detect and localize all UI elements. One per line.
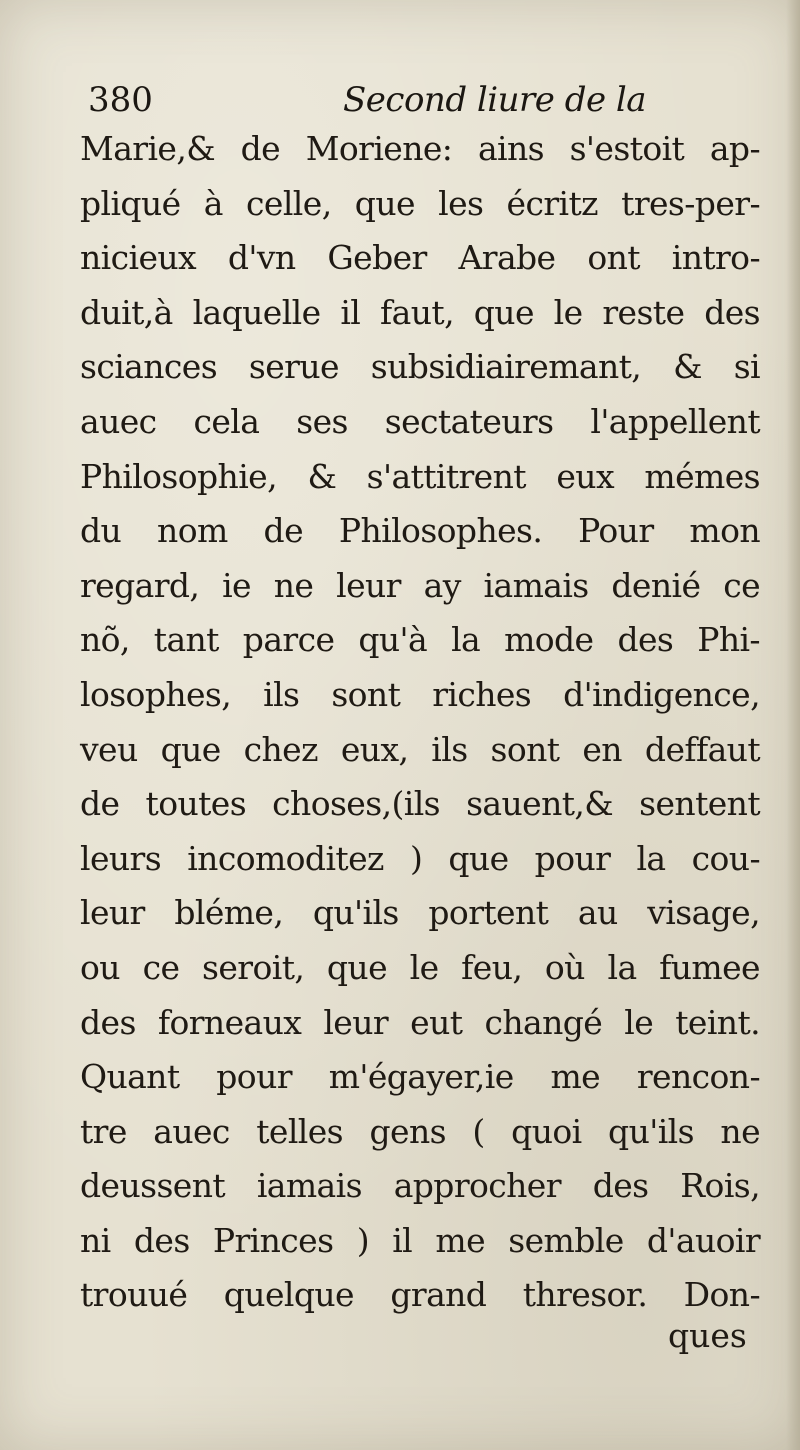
text-line: ou ce seroit, que le feu, où la fumee: [80, 947, 760, 987]
text-line: leur bléme, qu'ils portent au visage,: [80, 893, 760, 933]
text-line: tre auec telles gens ( quoi qu'ils ne: [80, 1111, 760, 1151]
text-line: regard, ie ne leur ay iamais denié ce: [80, 565, 760, 605]
text-line: auec cela ses sectateurs l'appellent: [80, 401, 760, 441]
text-line: Philosophie, & s'attitrent eux mémes: [80, 456, 760, 496]
text-line: du nom de Philosophes. Pour mon: [80, 511, 760, 551]
text-line: veu que chez eux, ils sont en deffaut: [80, 729, 760, 769]
body-text: [80, 122, 760, 1323]
text-line: losophes, ils sont riches d'indigence,: [80, 674, 760, 714]
text-line: pliqué à celle, que les écritz tres-per-: [80, 183, 760, 223]
catchword: ques: [668, 1316, 747, 1355]
text-line: de toutes choses,(ils sauent,& sentent: [80, 784, 760, 824]
text-line: Quant pour m'égayer,ie me rencon-: [80, 1057, 760, 1097]
text-line: leurs incomoditez ) que pour la cou-: [80, 838, 760, 878]
text-line: sciances serue subsidiairemant, & si: [80, 347, 760, 387]
running-head: Second liure de la: [343, 80, 647, 120]
text-line: des forneaux leur eut changé le teint.: [80, 1002, 760, 1042]
page-edge-shading: [786, 0, 800, 1450]
page-number: 380: [88, 80, 153, 120]
text-line: nõ, tant parce qu'à la mode des Phi-: [80, 620, 760, 660]
text-line: duit,à laquelle il faut, que le reste des: [80, 292, 760, 332]
text-line: deussent iamais approcher des Rois,: [80, 1166, 760, 1206]
text-line: Marie,& de Moriene: ains s'estoit ap-: [80, 129, 760, 168]
text-line: nicieux d'vn Geber Arabe ont intro-: [80, 238, 760, 278]
text-line: trouué quelque grand thresor. Don-: [80, 1275, 760, 1315]
text-line: ni des Princes ) il me semble d'auoir: [80, 1220, 760, 1260]
page-header: [88, 78, 648, 128]
